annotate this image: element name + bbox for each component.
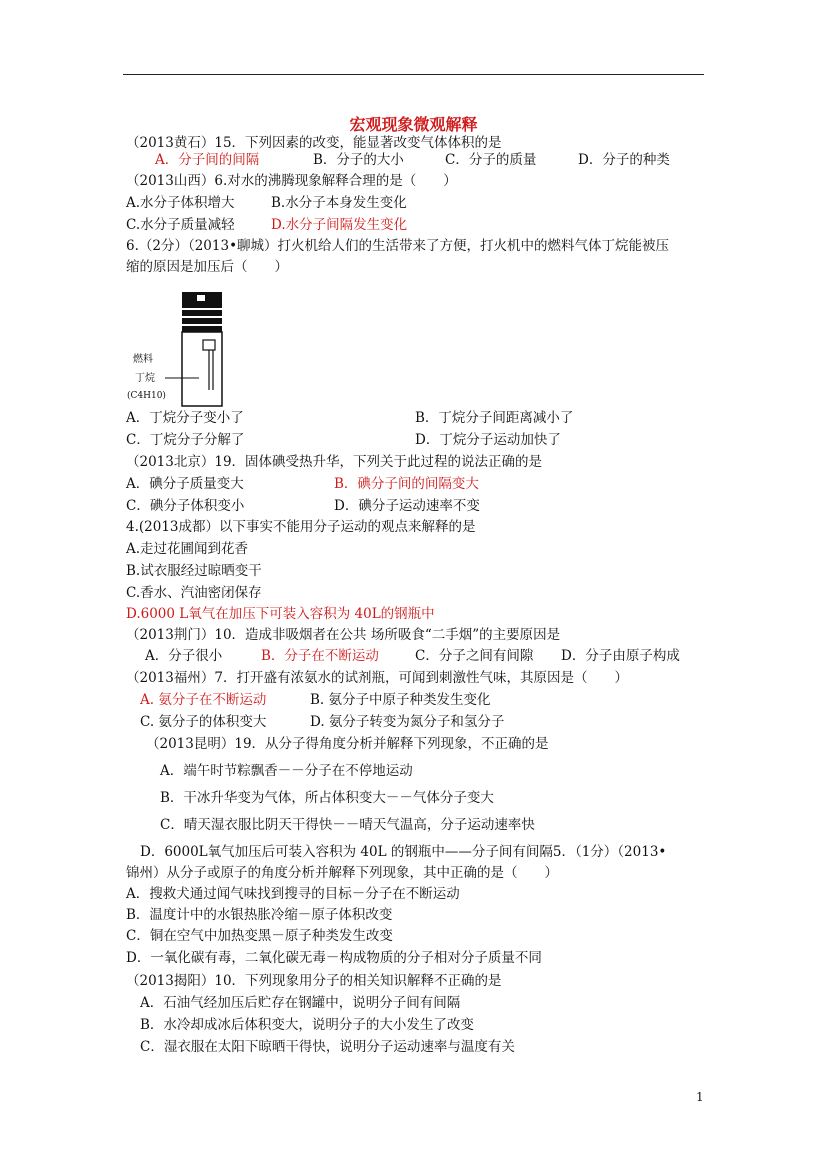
text-line: 锦州）从分子或原子的角度分析并解释下列现象，其中正确的是（ ） — [126, 865, 558, 881]
text-line: D．分子的种类 — [578, 152, 670, 168]
text-line: （2013山西）6.对水的沸腾现象解释合理的是（ ） — [126, 173, 457, 189]
text-line: A．搜救犬通过闻气味找到搜寻的目标－分子在不断运动 — [126, 886, 460, 902]
text-line: B．水冷却成冰后体积变大，说明分子的大小发生了改变 — [140, 1017, 474, 1033]
text-line: A．碘分子质量变大 — [126, 476, 244, 492]
text-line: C．铜在空气中加热变黑－原子种类发生改变 — [126, 928, 393, 944]
text-line: D．碘分子运动速率不变 — [334, 498, 480, 514]
text-line: （2013昆明）19．从分子得角度分析并解释下列现象，不正确的是 — [146, 736, 549, 752]
text-line: 6.（2分）（2013•聊城）打火机给人们的生活带来了方便，打火机中的燃料气体丁烷能被压 — [126, 238, 670, 254]
text-line: A．分子很小 — [145, 648, 223, 664]
text-line: C．晴天湿衣服比阴天干得快－－晴天气温高，分子运动速率快 — [160, 817, 535, 833]
text-line: A. 氨分子在不断运动 — [140, 692, 267, 708]
text-line: D．丁烷分子运动加快了 — [415, 432, 561, 448]
butane-label: 丁烷 — [135, 373, 155, 384]
text-line: A．端午时节粽飘香－－分子在不停地运动 — [160, 763, 413, 779]
lighter-diagram — [125, 290, 235, 410]
text-line: B．分子在不断运动 — [261, 648, 379, 664]
page-title: 宏观现象微观解释 — [349, 115, 478, 134]
text-line: C.水分子质量减轻 — [126, 217, 235, 233]
text-line: （2013荆门）10．造成非吸烟者在公共 场所吸食“二手烟”的主要原因是 — [126, 627, 561, 643]
text-line: C．丁烷分子分解了 — [126, 432, 245, 448]
text-line: （2013揭阳）10．下列现象用分子的相关知识解释不正确的是 — [126, 973, 502, 989]
text-line: B．碘分子间的间隔变大 — [334, 476, 479, 492]
text-line: C．碘分子体积变小 — [126, 498, 245, 514]
page-number: 1 — [696, 1090, 704, 1104]
lighter-figure — [125, 290, 235, 410]
text-line: 4.(2013成都）以下事实不能用分子运动的观点来解释的是 — [126, 519, 476, 535]
text-line: C．分子之间有间隙 — [415, 648, 534, 664]
text-line: D．6000L氧气加压后可装入容积为 40L 的钢瓶中——分子间有间隔5．（1分）（2013• — [140, 844, 667, 860]
text-line: A．丁烷分子变小了 — [126, 410, 244, 426]
text-line: B．丁烷分子间距离减小了 — [415, 410, 574, 426]
text-line: 缩的原因是加压后（ ） — [126, 259, 288, 275]
text-line: （2013北京）19．固体碘受热升华，下列关于此过程的说法正确的是 — [126, 454, 543, 470]
fuel-label: 燃料 — [133, 354, 153, 365]
text-line: B．分子的大小 — [313, 152, 404, 168]
text-line: C.香水、汽油密闭保存 — [126, 585, 262, 601]
text-line: A．石油气经加压后贮存在钢罐中，说明分子间有间隔 — [140, 995, 461, 1011]
text-line: C. 氨分子的体积变大 — [140, 714, 267, 730]
header-rule — [123, 74, 704, 75]
text-line: A.水分子体积增大 — [126, 195, 235, 211]
text-line: D．一氧化碳有毒，二氧化碳无毒－构成物质的分子相对分子质量不同 — [126, 950, 542, 966]
text-line: D.水分子间隔发生变化 — [271, 217, 408, 233]
text-line: B.试衣服经过晾晒变干 — [126, 563, 262, 579]
formula-label: (C4H10) — [127, 391, 166, 401]
text-line: C．湿衣服在太阳下晾晒干得快，说明分子运动速率与温度有关 — [140, 1039, 515, 1055]
text-line: A.走过花圃闻到花香 — [126, 541, 249, 557]
text-line: （2013福州）7．打开盛有浓氨水的试剂瓶，可闻到刺激性气味，其原因是（ ） — [126, 670, 628, 686]
text-line: B.水分子本身发生变化 — [271, 195, 407, 211]
text-line: B. 氨分子中原子种类发生变化 — [310, 692, 491, 708]
text-line: A．分子间的间隔 — [155, 152, 260, 168]
text-line: B．干冰升华变为气体，所占体积变大－－气体分子变大 — [160, 790, 494, 806]
text-line: B．温度计中的水银热胀冷缩－原子体积改变 — [126, 907, 393, 923]
lighter-body — [182, 332, 222, 406]
text-line: D. 氨分子转变为氮分子和氢分子 — [310, 714, 505, 730]
text-line: C．分子的质量 — [445, 152, 537, 168]
text-line: （2013黄石）15．下列因素的改变，能显著改变气体体积的是 — [126, 135, 502, 151]
text-line: D．分子由原子构成 — [561, 648, 680, 664]
text-line: D.6000 L氧气在加压下可装入容积为 40L的钢瓶中 — [126, 606, 435, 622]
